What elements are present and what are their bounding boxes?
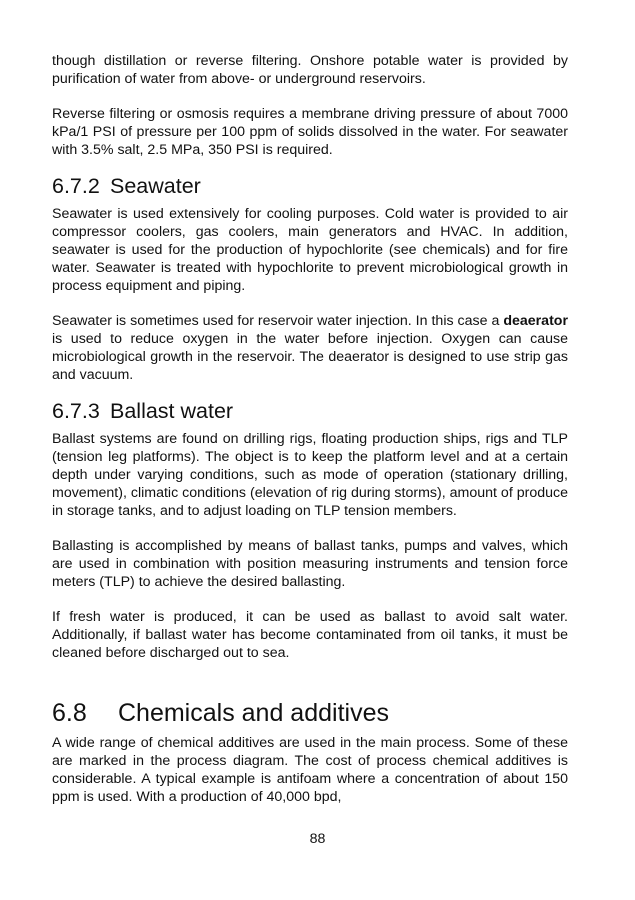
text-run: Seawater is sometimes used for reservoir water injection. In this case a (52, 313, 504, 329)
heading-title: Ballast water (110, 399, 234, 423)
text-run: is used to reduce oxygen in the water before injection. Oxygen can cause microbiological growth in the reservoir. The deaerator is designed to use strip gas and vacuum. (52, 331, 568, 383)
paragraph-ballasting: Ballasting is accomplished by means of ballast tanks, pumps and valves, which are used in combination with position measuring instruments and tension force meters (TLP) to achieve the desired ballasting. (52, 538, 568, 590)
paragraph-continued: though distillation or reverse filtering. Onshore potable water is provided by purification of water from above- or underground reservoirs. (52, 53, 568, 87)
bold-term-deaerator: deaerator (503, 313, 568, 329)
paragraph-ballast-systems: Ballast systems are found on drilling rigs, floating production ships, rigs and TLP (tension leg platforms). The object is to keep the platform level and at a certain depth under varying conditions, such as mode of operation (stationary drilling, movement), climatic conditions (elevation of rig during storms), amount of produce in storage tanks, and to adjust loading on TLP tension members. (52, 431, 568, 519)
paragraph-seawater-injection (52, 312, 568, 384)
heading-number: 6.7.3 (52, 399, 100, 423)
heading-number: 6.8 (52, 699, 87, 727)
paragraph-chemical-additives: A wide range of chemical additives are used in the main process. Some of these are marked in the process diagram. The cost of process chemical additives is considerable. A typical example is antifoam where a concentration of about 150 ppm is used. With a production of 40,000 bpd, (52, 735, 568, 805)
heading-title: Chemicals and additives (118, 699, 389, 727)
paragraph-seawater-cooling: Seawater is used extensively for cooling purposes. Cold water is provided to air compressor coolers, gas coolers, main generators and HVAC. In addition, seawater is used for the production of hypochlorite (see chemicals) and for fire water. Seawater is treated with hypochlorite to prevent microbiological growth in process equipment and piping. (52, 206, 568, 294)
heading-ballast-water (52, 398, 568, 424)
paragraph-fresh-water-ballast: If fresh water is produced, it can be used as ballast to avoid salt water. Additionally, if ballast water has become contaminated from oil tanks, it must be cleaned before discharged out to sea. (52, 609, 568, 661)
page-number: 88 (309, 831, 326, 847)
heading-number: 6.7.2 (52, 174, 100, 198)
paragraph-reverse-osmosis: Reverse filtering or osmosis requires a membrane driving pressure of about 7000 kPa/1 PSI of pressure per 100 ppm of solids dissolved in the water. For seawater with 3.5% salt, 2.5 MPa, 350 PSI is required. (52, 106, 568, 158)
heading-seawater (52, 173, 568, 199)
heading-title: Seawater (110, 174, 201, 198)
page-content (52, 52, 568, 806)
heading-chemicals-additives (52, 698, 568, 728)
